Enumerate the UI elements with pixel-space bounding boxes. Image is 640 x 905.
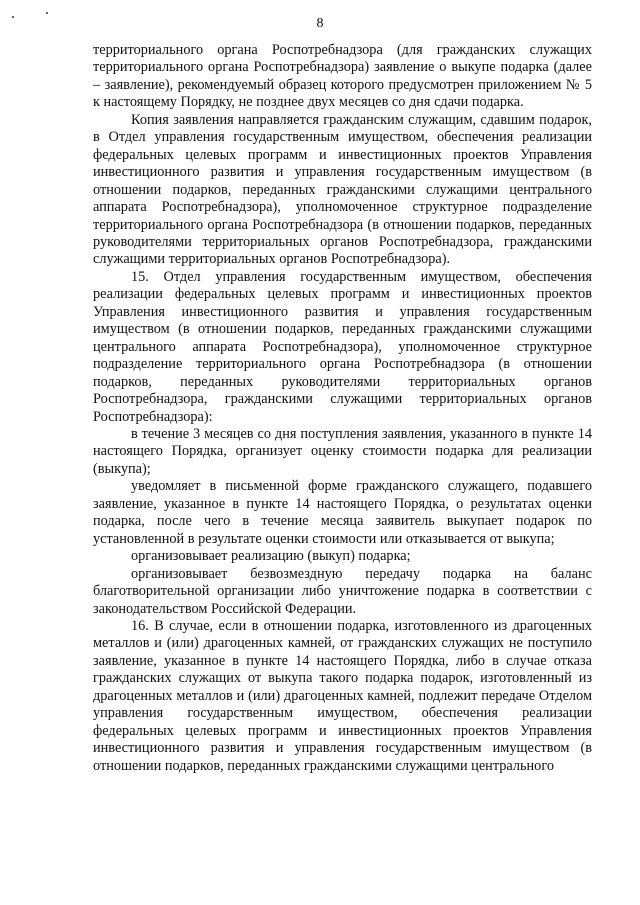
paragraph: организовывает реализацию (выкуп) подарка;	[131, 548, 411, 565]
paragraph-item-15: 15. Отдел управления государственным имуществом, обеспечения реализации федеральных целевых программ и инвестиционных проектов Управления инвестиционного развития и управления государственным имуществом (в отношении подарков, переданных гражданскими служащими центрального аппарата Роспотребнадзора), уполномоченное структурное подразделение территориального органа Роспотребнадзора (в отношении подарков, переданных руководителями территориальных органов Роспотребнадзора, гражданскими служащими территориальных органов Роспотребнадзора):	[93, 268, 592, 425]
paragraph-continuation: территориального органа Роспотребнадзора (для гражданских служащих территориального органа Роспотребнадзора) заявление о выкупе подарка (далее – заявление), рекомендуемый образец которого предусмотрен приложением № 5 к настоящему Порядку, не позднее двух месяцев со дня сдачи подарка.	[93, 42, 592, 111]
paragraph: Копия заявления направляется гражданским служащим, сдавшим подарок, в Отдел управления государственным имуществом, обеспечения реализации федеральных целевых программ и инвестиционных проектов Управления инвестиционного развития и управления государственным имуществом (в отношении подарков, переданных гражданскими служащими центрального аппарата Роспотребнадзора), уполномоченное структурное подразделение территориального органа Роспотребнадзора (в отношении подарков, переданных руководителями территориальных органов Роспотребнадзора, гражданскими служащими территориальных органов Роспотребнадзора).	[93, 111, 592, 268]
paragraph: уведомляет в письменной форме гражданского служащего, подавшего заявление, указанное в пункте 14 настоящего Порядка, о результатах оценки подарка, после чего в течение месяца заявитель выкупает подарок по установленной в результате оценки стоимости или отказывается от выкупа;	[93, 478, 592, 547]
page-number: 8	[316, 16, 324, 31]
paragraph: в течение 3 месяцев со дня поступления заявления, указанного в пункте 14 настоящего Порядка, организует оценку стоимости подарка для реализации (выкупа);	[93, 425, 592, 477]
paragraph: организовывает безвозмездную передачу подарка на баланс благотворительной организации либо уничтожение подарка в соответствии с законодательством Российской Федерации.	[93, 565, 592, 617]
scan-mark	[46, 12, 48, 14]
paragraph-item-16: 16. В случае, если в отношении подарка, изготовленного из драгоценных металлов и (или) драгоценных камней, от гражданских служащих не поступило заявление, указанное в пункте 14 настоящего Порядка, либо в случае отказа гражданских служащих от выкупа такого подарка подарок, изготовленный из драгоценных металлов и (или) драгоценных камней, подлежит передаче Отделом управления государственным имуществом, обеспечения реализации федеральных целевых программ и инвестиционных проектов Управления инвестиционного развития и управления государственным имуществом (в отношении подарков, переданных гражданскими служащими центрального	[93, 617, 592, 774]
document-body	[93, 42, 592, 775]
